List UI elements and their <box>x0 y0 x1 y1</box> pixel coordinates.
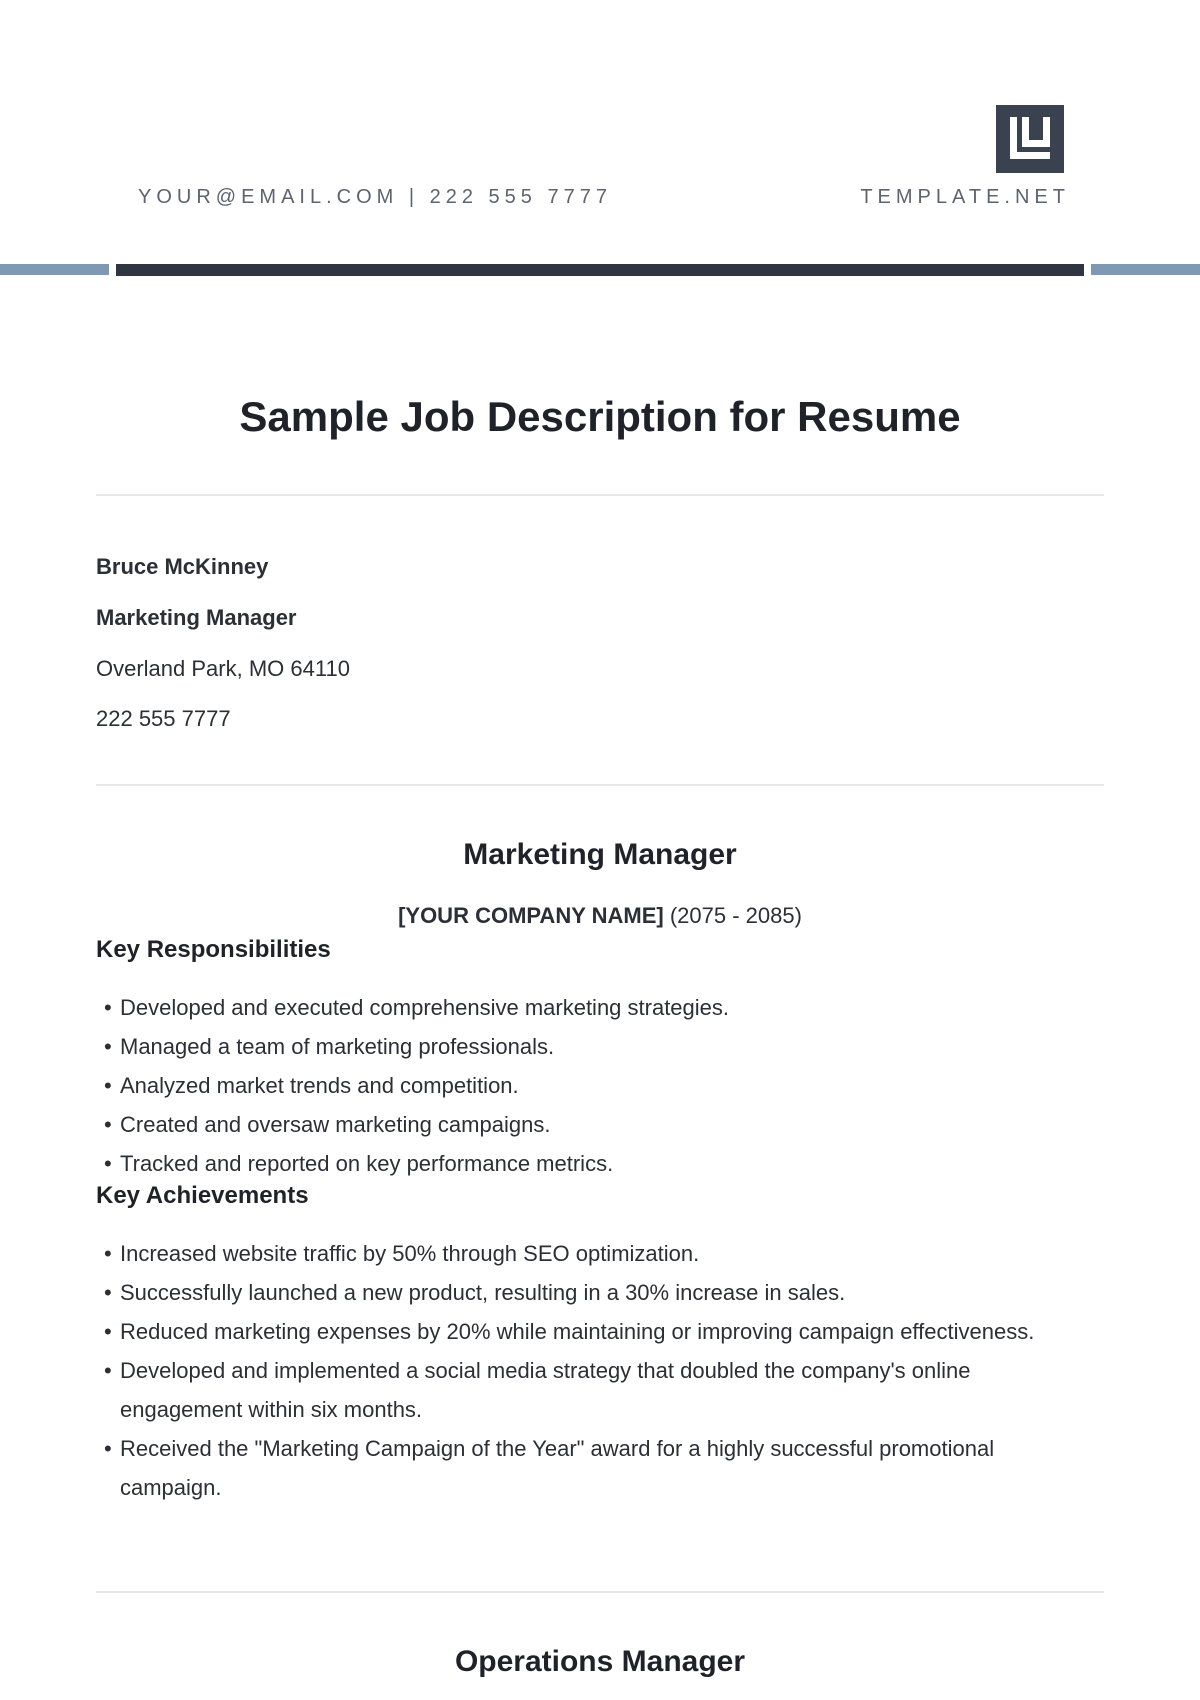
header-contact: YOUR@EMAIL.COM | 222 555 7777 <box>138 186 612 208</box>
job-years: (2075 - 2085) <box>669 903 802 928</box>
achievements-heading: Key Achievements <box>96 1182 309 1209</box>
divider-rule <box>96 494 1104 496</box>
header-divider-main <box>116 264 1084 276</box>
responsibilities-list <box>104 988 1084 1183</box>
job-title: Marketing Manager <box>463 838 737 871</box>
header-divider-left <box>0 264 109 275</box>
header-divider-right <box>1091 264 1200 275</box>
job-company-line <box>0 903 1200 929</box>
document-title: Sample Job Description for Resume <box>239 393 961 440</box>
person-name: Bruce McKinney <box>96 554 269 579</box>
list-item: • Developed and implemented a social media strategy that doubled the company's online engagement within six months. <box>104 1351 1084 1429</box>
person-phone: 222 555 7777 <box>96 706 231 731</box>
divider-rule <box>96 784 1104 786</box>
header-brand: TEMPLATE.NET <box>860 186 1070 208</box>
list-item: • Analyzed market trends and competition. <box>104 1066 1084 1105</box>
person-address: Overland Park, MO 64110 <box>96 656 350 681</box>
template-net-logo-icon <box>996 105 1064 173</box>
list-item: • Increased website traffic by 50% through SEO optimization. <box>104 1234 1084 1273</box>
list-item: • Developed and executed comprehensive marketing strategies. <box>104 988 1084 1027</box>
achievements-list <box>104 1234 1084 1507</box>
job-title: Operations Manager <box>454 1645 746 1678</box>
list-item: • Tracked and reported on key performance metrics. <box>104 1144 1084 1183</box>
person-role: Marketing Manager <box>96 605 297 630</box>
list-item: • Managed a team of marketing professionals. <box>104 1027 1084 1066</box>
responsibilities-heading: Key Responsibilities <box>96 936 331 963</box>
list-item: • Reduced marketing expenses by 20% while maintaining or improving campaign effectiveness. <box>104 1312 1084 1351</box>
list-item: • Created and oversaw marketing campaigns. <box>104 1105 1084 1144</box>
list-item: • Successfully launched a new product, resulting in a 30% increase in sales. <box>104 1273 1084 1312</box>
divider-rule <box>96 1591 1104 1593</box>
list-item: • Received the "Marketing Campaign of the Year" award for a highly successful promotional campaign. <box>104 1429 1084 1507</box>
job-company: [YOUR COMPANY NAME] <box>398 903 664 928</box>
